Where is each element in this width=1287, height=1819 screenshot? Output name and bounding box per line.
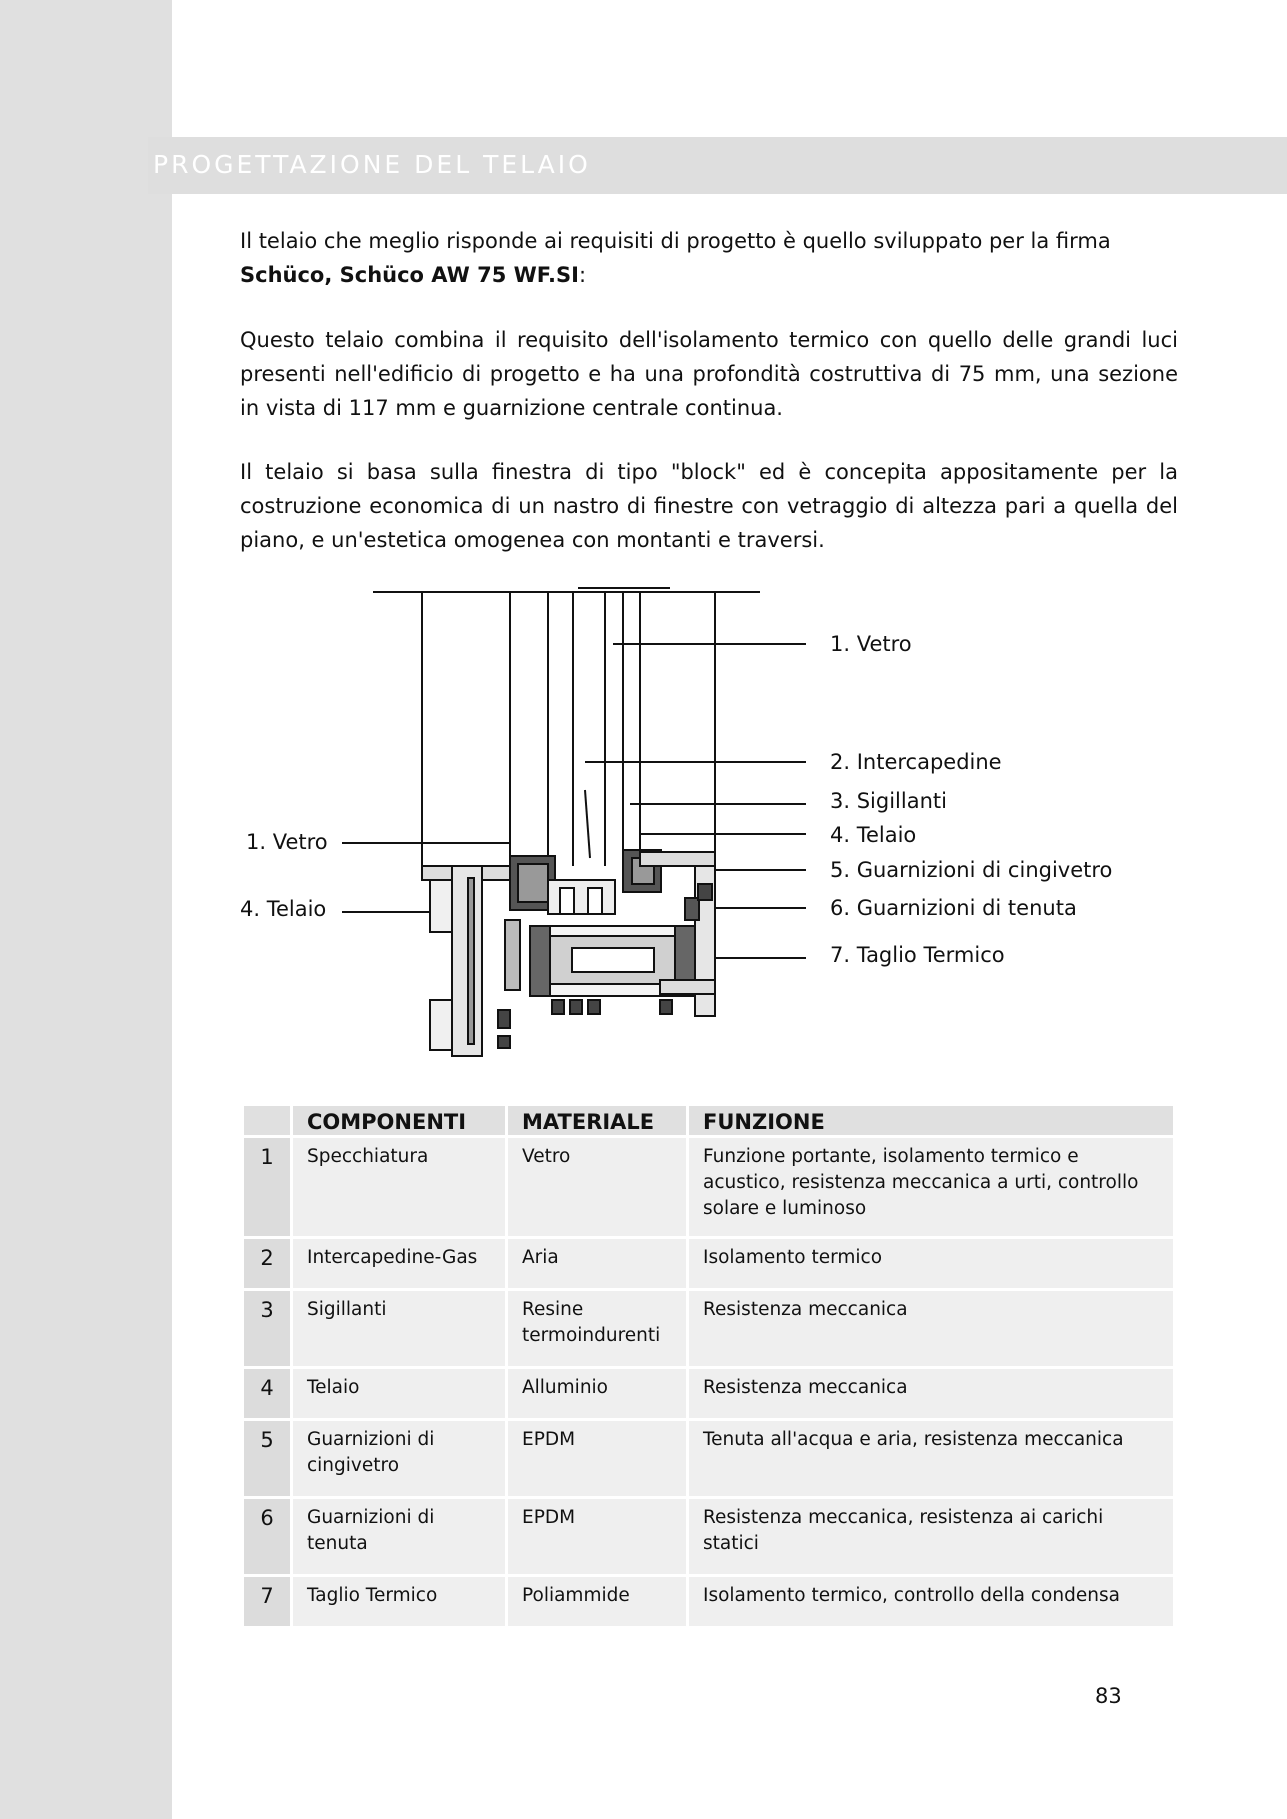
row-materiale: Poliammide xyxy=(508,1577,686,1626)
row-number: 3 xyxy=(244,1291,290,1366)
row-componente: Taglio Termico xyxy=(293,1577,505,1626)
row-number: 7 xyxy=(244,1577,290,1626)
row-materiale: EPDM xyxy=(508,1421,686,1496)
row-funzione: Isolamento termico xyxy=(689,1239,1173,1288)
label-left-telaio: 4. Telaio xyxy=(240,897,327,921)
table-header-componenti: COMPONENTI xyxy=(293,1106,505,1135)
row-materiale: Resine termoindurenti xyxy=(508,1291,686,1366)
label-taglio-termico: 7. Taglio Termico xyxy=(830,943,1005,967)
row-componente: Sigillanti xyxy=(293,1291,505,1366)
intro-line-1: Il telaio che meglio risponde ai requisiti di progetto è quello sviluppato per la firma xyxy=(240,229,1111,253)
table-row xyxy=(244,1138,1173,1236)
paragraph-2: Questo telaio combina il requisito dell'isolamento termico con quello delle grandi luci presenti nell'edificio di progetto e ha una profondità costruttiva di 75 mm, una sezione in vista di 117 mm e guarnizione centrale continua. xyxy=(240,328,1178,420)
table-header-row xyxy=(244,1106,1173,1135)
components-table xyxy=(241,1103,1176,1629)
row-componente: Intercapedine-Gas xyxy=(293,1239,505,1288)
paragraph-3: Il telaio si basa sulla finestra di tipo "block" ed è concepita appositamente per la costruzione economica di un nastro di finestre con vetraggio di altezza pari a quella del piano, e un'estetica omogenea con montanti e traversi. xyxy=(240,460,1178,552)
table-row xyxy=(244,1577,1173,1626)
intro-line-2-tail: : xyxy=(578,263,587,287)
label-guarnizioni-tenuta: 6. Guarnizioni di tenuta xyxy=(830,896,1077,920)
label-sigillanti: 3. Sigillanti xyxy=(830,789,947,813)
label-intercapedine: 2. Intercapedine xyxy=(830,750,1002,774)
intro-paragraph xyxy=(240,224,1178,292)
table-row xyxy=(244,1291,1173,1366)
row-componente: Specchiatura xyxy=(293,1138,505,1236)
row-number: 1 xyxy=(244,1138,290,1236)
table-row xyxy=(244,1239,1173,1288)
row-number: 2 xyxy=(244,1239,290,1288)
row-materiale: Aria xyxy=(508,1239,686,1288)
row-funzione: Resistenza meccanica xyxy=(689,1291,1173,1366)
page-number: 83 xyxy=(1095,1684,1122,1708)
table-row xyxy=(244,1369,1173,1418)
row-number: 5 xyxy=(244,1421,290,1496)
product-name: Schüco, Schüco AW 75 WF.SI xyxy=(240,263,579,287)
row-materiale: Vetro xyxy=(508,1138,686,1236)
table-row xyxy=(244,1421,1173,1496)
row-funzione: Tenuta all'acqua e aria, resistenza meccanica xyxy=(689,1421,1173,1496)
row-componente: Guarnizioni di tenuta xyxy=(293,1499,505,1574)
row-funzione: Resistenza meccanica xyxy=(689,1369,1173,1418)
left-margin-strip xyxy=(0,0,172,1819)
label-telaio: 4. Telaio xyxy=(830,823,917,847)
table-header-funzione: FUNZIONE xyxy=(689,1106,1173,1135)
row-funzione: Funzione portante, isolamento termico e acustico, resistenza meccanica a urti, controllo solare e luminoso xyxy=(689,1138,1173,1236)
label-vetro: 1. Vetro xyxy=(830,632,912,656)
row-funzione: Isolamento termico, controllo della condensa xyxy=(689,1577,1173,1626)
table-row xyxy=(244,1499,1173,1574)
row-componente: Telaio xyxy=(293,1369,505,1418)
frame-section-diagram xyxy=(230,580,1190,1060)
row-materiale: EPDM xyxy=(508,1499,686,1574)
row-funzione: Resistenza meccanica, resistenza ai carichi statici xyxy=(689,1499,1173,1574)
row-number: 4 xyxy=(244,1369,290,1418)
label-left-vetro: 1. Vetro xyxy=(246,830,328,854)
label-guarnizioni-cingivetro: 5. Guarnizioni di cingivetro xyxy=(830,858,1113,882)
table-header-materiale: MATERIALE xyxy=(508,1106,686,1135)
row-componente: Guarnizioni di cingivetro xyxy=(293,1421,505,1496)
table-header-num xyxy=(244,1106,290,1135)
row-number: 6 xyxy=(244,1499,290,1574)
row-materiale: Alluminio xyxy=(508,1369,686,1418)
section-title: PROGETTAZIONE DEL TELAIO xyxy=(153,150,591,179)
